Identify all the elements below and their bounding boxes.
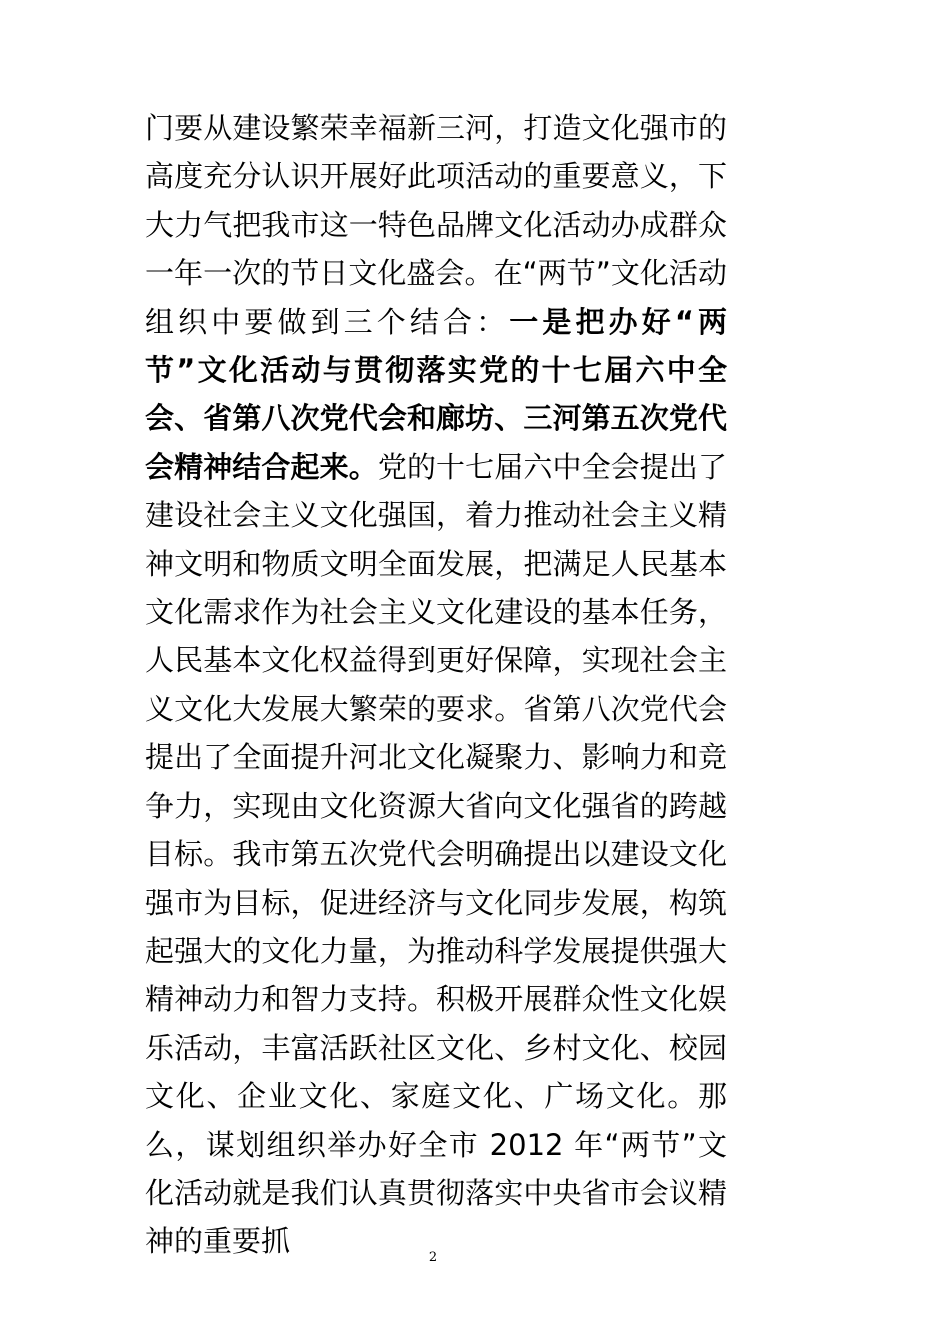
paragraph-rest-text: 党的十七届六中全会提出了建设社会主义文化强国，着力推动社会主义精神文明和物质文明全面发展，把满足人民基本文化需求作为社会主义文化建设的基本任务，人民基本文化权益得到更好保障，实现社会主义文化大发展大繁荣的要求。省第八次党代会提出了全面提升河北文化凝聚力、影响力和竞争力，实现由文化资源大省向文化强省的跨越目标。我市第五次党代会明确提出以建设文化强市为目标，促进经济与文化同步发展，构筑起强大的文化力量，为推动科学发展提供强大精神动力和智力支持。积极开展群众性文化娱乐活动，丰富活跃社区文化、乡村文化、校园文化、企业文化、家庭文化、广场文化。那么，谋划组织举办好全市 2012 年“两节”文化活动就是我们认真贯彻落实中央省市会议精神的重要抓 (145, 449, 727, 1259)
body-paragraph (145, 104, 727, 1266)
paragraph-intro-text: 门要从建设繁荣幸福新三河，打造文化强市的高度充分认识开展好此项活动的重要意义，下大力气把我市这一特色品牌文化活动办成群众一年一次的节日文化盛会。在“两节”文化活动组织中要做到三个结合： (145, 111, 727, 339)
paragraph-bold-text: 一是把办好“两节”文化活动与贯彻落实党的十七届六中全会、省第八次党代会和廊坊、三河第五次党代会精神结合起来。 (145, 304, 727, 484)
page-number: 2 (428, 1250, 438, 1265)
